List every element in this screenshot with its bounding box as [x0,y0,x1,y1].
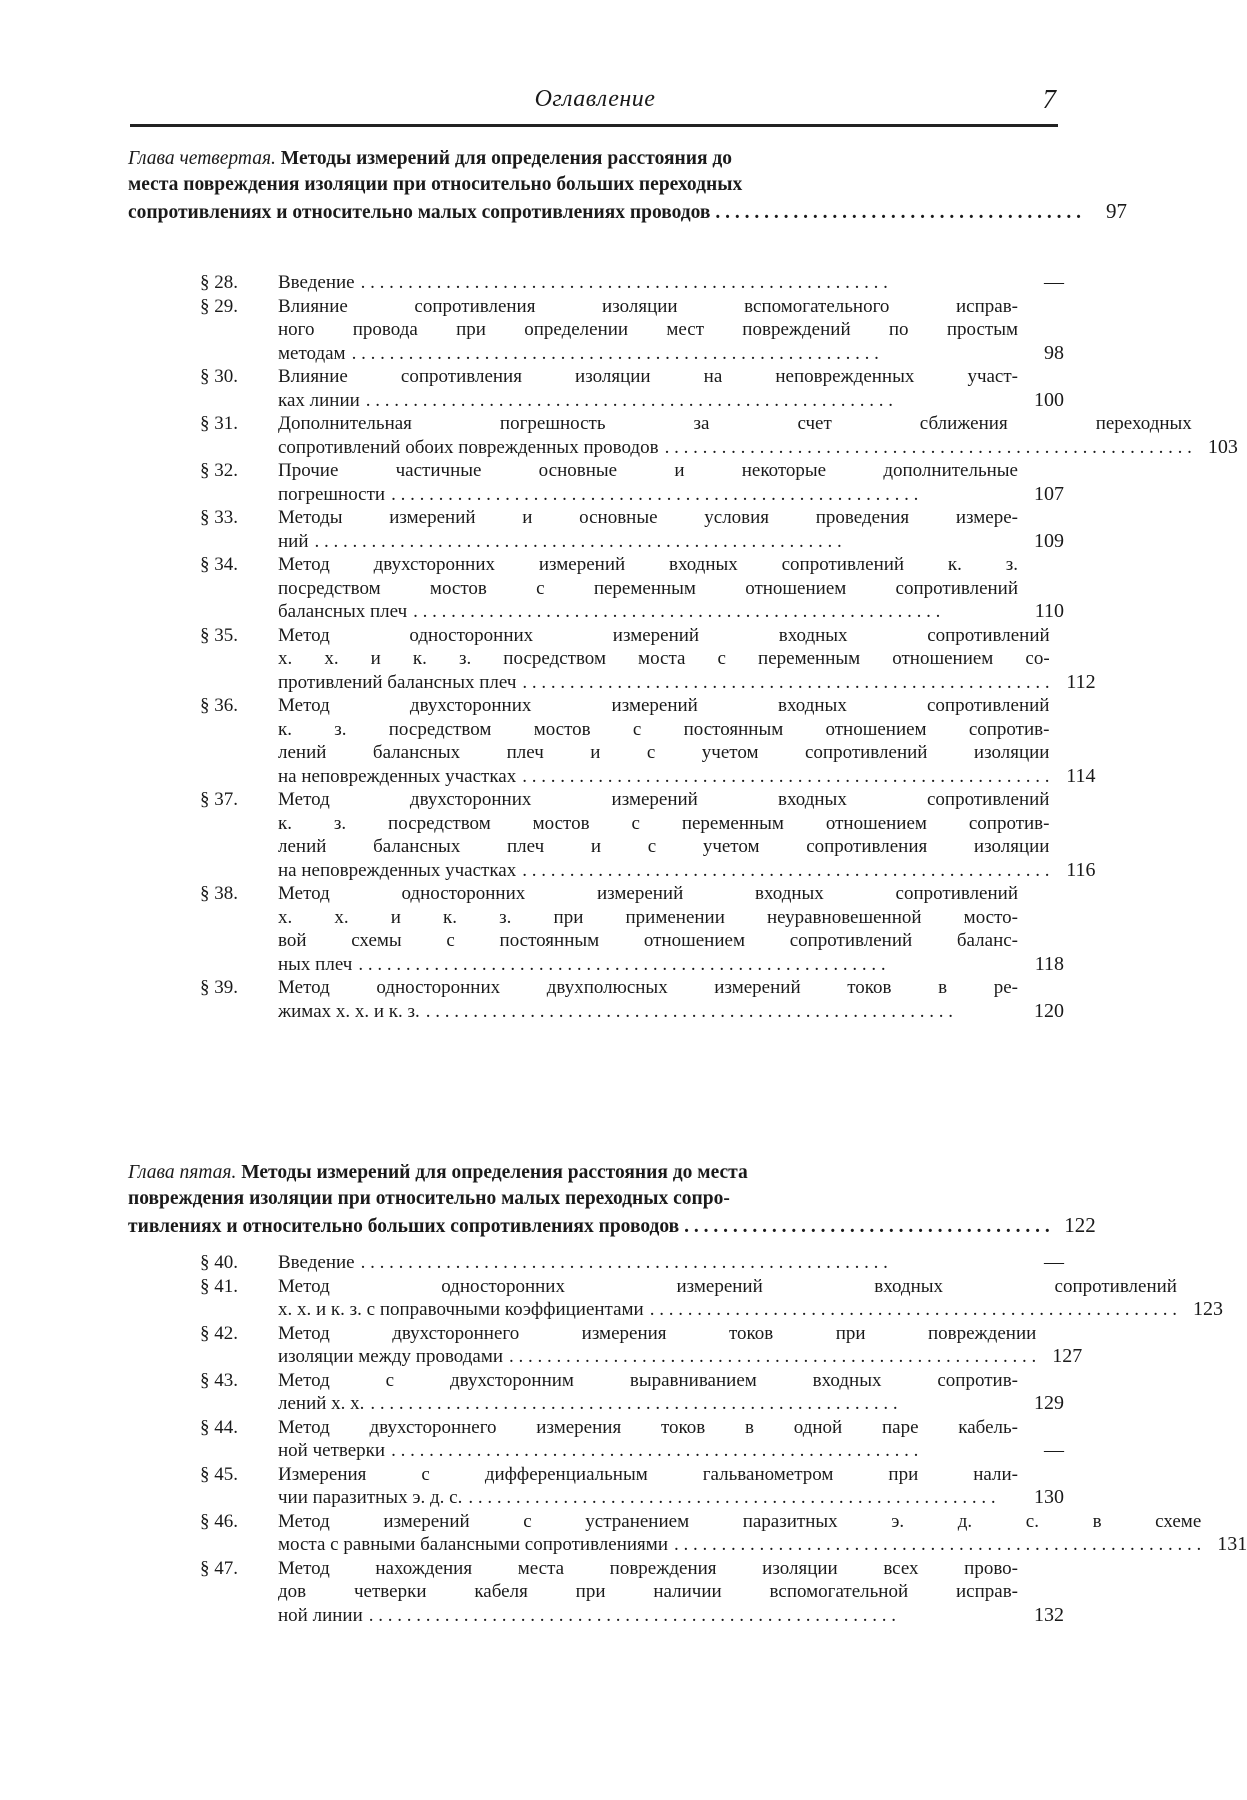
toc-entry [200,271,1064,295]
section-title-line: моста с равными балансными сопротивлениями [278,1533,668,1557]
section-title [278,365,1018,412]
section-number: § 41. [200,1275,278,1322]
toc-entry [200,1251,1064,1275]
page-number: 7 [1043,84,1057,115]
chapter-5-heading [128,1160,1064,1240]
section-title [278,1557,1018,1628]
section-number: § 40. [200,1251,278,1275]
section-number: § 37. [200,788,278,882]
section-title [278,506,1018,553]
section-title-line: Метод двухсторонних измерений входных сопротивлений [278,788,1049,812]
section-number: § 31. [200,412,278,459]
section-number: § 28. [200,271,278,295]
chapter-title-line: Методы измерений для определения расстояния до места [241,1162,748,1183]
section-title-line: вой схемы с постоянным отношением сопротивлений баланс- [278,929,1018,953]
toc-entry [200,506,1064,553]
section-number: § 39. [200,976,278,1023]
section-page-ref: 116 [1049,859,1095,883]
toc-entry [200,976,1064,1023]
dot-leader [385,1439,1018,1463]
section-title-line: Влияние сопротивления изоляции на неповрежденных участ- [278,365,1018,389]
section-number: § 35. [200,624,278,695]
section-title-line: Прочие частичные основные и некоторые дополнительные [278,459,1018,483]
section-page-ref: 98 [1018,342,1064,366]
section-title-line: ной линии [278,1604,363,1628]
section-title-line: Метод односторонних измерений входных сопротивлений [278,882,1018,906]
toc-entry [200,295,1064,366]
section-number: § 38. [200,882,278,976]
section-page-ref: — [1018,1439,1064,1463]
section-page-ref: 109 [1018,530,1064,554]
section-title-line: Введение [278,1251,355,1275]
section-title [278,295,1018,366]
section-title-line: ний [278,530,309,554]
chapter-4-section-list [200,271,1064,1023]
dot-leader [360,389,1018,413]
section-title [278,1369,1018,1416]
section-title [278,624,1050,695]
section-page-ref: 123 [1177,1298,1223,1322]
section-title-line: Введение [278,271,355,295]
section-page-ref: 103 [1192,436,1238,460]
section-page-ref: — [1018,1251,1064,1275]
section-title-line: на неповрежденных участках [278,765,516,789]
header-rule [130,124,1058,127]
toc-entry [200,1369,1064,1416]
section-title [278,694,1049,788]
dot-leader [355,1251,1018,1275]
section-title-line: Метод измерений с устранением паразитных э. д. с. в схеме [278,1510,1201,1534]
section-title [278,1251,1018,1275]
section-page-ref: 129 [1018,1392,1064,1416]
section-title [278,1322,1036,1369]
toc-entry [200,459,1064,506]
section-title [278,976,1018,1023]
section-title-line: лений балансных плеч и с учетом сопротивлений изоляции [278,741,1049,765]
toc-entry [200,1510,1064,1557]
section-title [278,1416,1018,1463]
chapter-page-ref: 97 [1081,198,1127,224]
dot-leader [346,342,1018,366]
section-title-line: сопротивлений обоих поврежденных проводов [278,436,659,460]
toc-entry [200,1557,1064,1628]
section-title [278,1463,1018,1510]
section-page-ref: 110 [1018,600,1064,624]
section-title-line: Дополнительная погрешность за счет сближения переходных [278,412,1192,436]
section-number: § 43. [200,1369,278,1416]
section-number: § 42. [200,1322,278,1369]
section-title-line: на неповрежденных участках [278,859,516,883]
section-title-line: ках линии [278,389,360,413]
chapter-label: Глава четвертая. [128,148,276,169]
dot-leader [363,1604,1018,1628]
toc-entry [200,788,1064,882]
toc-entry [200,1416,1064,1463]
chapter-page-ref: 122 [1050,1212,1096,1238]
section-title-line: Методы измерений и основные условия проведения измере- [278,506,1018,530]
section-title [278,459,1018,506]
section-title-line: погрешности [278,483,385,507]
dot-leader [644,1298,1177,1322]
section-title [278,788,1049,882]
section-page-ref: 118 [1018,953,1064,977]
section-number: § 29. [200,295,278,366]
section-title [278,1510,1201,1557]
section-title-line: Метод с двухсторонним выравниванием входных сопротив- [278,1369,1018,1393]
section-title-line: Метод нахождения места повреждения изоляции всех прово- [278,1557,1018,1581]
dot-leader [364,1392,1018,1416]
toc-entry [200,1275,1064,1322]
dot-leader [420,1000,1018,1024]
section-title-line: методам [278,342,346,366]
section-title [278,882,1018,976]
section-number: § 46. [200,1510,278,1557]
section-page-ref: 127 [1036,1345,1082,1369]
toc-entry [200,882,1064,976]
section-page-ref: 107 [1018,483,1064,507]
toc-entry [200,624,1064,695]
chapter-title-line: Методы измерений для определения расстояния до [281,148,732,169]
section-title-line: к. з. посредством мостов с постоянным отношением сопротив- [278,718,1049,742]
section-title-line: х. х. и к. з. посредством моста с переменным отношением со- [278,647,1050,671]
section-number: § 30. [200,365,278,412]
section-page-ref: 131 [1201,1533,1247,1557]
section-number: § 47. [200,1557,278,1628]
section-title-line: Влияние сопротивления изоляции вспомогательного исправ- [278,295,1018,319]
section-title-line: ного провода при определении мест повреждений по простым [278,318,1018,342]
section-title-line: к. з. посредством мостов с переменным отношением сопротив- [278,812,1049,836]
section-title-line: Метод односторонних двухполюсных измерений токов в ре- [278,976,1018,1000]
section-title-line: противлений балансных плеч [278,671,516,695]
dot-leader [385,483,1018,507]
section-title-line: посредством мостов с переменным отношением сопротивлений [278,577,1018,601]
dot-leader [352,953,1018,977]
section-page-ref: 114 [1049,765,1095,789]
toc-entry [200,553,1064,624]
section-title [278,271,1018,295]
section-title-line: Метод двухстороннего измерения токов при повреждении [278,1322,1036,1346]
running-title: Оглавление [130,86,1060,113]
dot-leader [516,765,1049,789]
chapter-title-line: тивлениях и относительно больших сопротивлениях проводов [128,1216,679,1237]
section-title-line: х. х. и к. з. при применении неуравновешенной мосто- [278,906,1018,930]
toc-entry [200,1463,1064,1510]
section-title-line: изоляции между проводами [278,1345,503,1369]
toc-entry [200,412,1064,459]
section-title-line: лений х. х. [278,1392,364,1416]
section-title-line: жимах х. х. и к. з. [278,1000,420,1024]
dot-leader [516,671,1049,695]
section-title-line: Измерения с дифференциальным гальванометром при нали- [278,1463,1018,1487]
section-title-line: дов четверки кабеля при наличии вспомогательной исправ- [278,1580,1018,1604]
section-title-line: Метод двухсторонних измерений входных сопротивлений к. з. [278,553,1018,577]
section-title-line: чии паразитных э. д. с. [278,1486,462,1510]
section-number: § 36. [200,694,278,788]
chapter-title-line: сопротивлениях и относительно малых сопротивлениях проводов [128,202,710,223]
section-title-line: х. х. и к. з. с поправочными коэффициентами [278,1298,644,1322]
section-page-ref: 132 [1018,1604,1064,1628]
dot-leader [659,436,1192,460]
chapter-title-line: повреждения изоляции при относительно малых переходных сопро- [128,1186,1064,1212]
section-number: § 44. [200,1416,278,1463]
toc-entry [200,365,1064,412]
dot-leader [309,530,1018,554]
section-page-ref: 130 [1018,1486,1064,1510]
chapter-label: Глава пятая. [128,1162,236,1183]
section-number: § 33. [200,506,278,553]
chapter-4-heading [128,146,1064,226]
dot-leader [668,1533,1201,1557]
section-title [278,553,1018,624]
section-number: § 45. [200,1463,278,1510]
chapter-title-line: места повреждения изоляции при относительно больших переходных [128,172,1064,198]
section-page-ref: — [1018,271,1064,295]
toc-entry [200,1322,1064,1369]
section-page-ref: 100 [1018,389,1064,413]
toc-entry [200,694,1064,788]
dot-leader [516,859,1049,883]
section-title-line: Метод двухстороннего измерения токов в одной паре кабель- [278,1416,1018,1440]
chapter-5-section-list [200,1251,1064,1627]
section-title [278,412,1192,459]
section-title-line: Метод односторонних измерений входных сопротивлений [278,1275,1177,1299]
section-number: § 32. [200,459,278,506]
dot-leader [503,1345,1036,1369]
section-title-line: балансных плеч [278,600,407,624]
dot-leader [407,600,1018,624]
section-number: § 34. [200,553,278,624]
section-page-ref: 112 [1050,671,1096,695]
dot-leader [355,271,1018,295]
running-head [130,86,1060,116]
section-title-line: ной четверки [278,1439,385,1463]
section-title-line: ных плеч [278,953,352,977]
section-title [278,1275,1177,1322]
dot-leader [462,1486,1018,1510]
section-title-line: Метод односторонних измерений входных сопротивлений [278,624,1050,648]
section-page-ref: 120 [1018,1000,1064,1024]
document-page [0,0,1200,1800]
section-title-line: лений балансных плеч и с учетом сопротивления изоляции [278,835,1049,859]
section-title-line: Метод двухсторонних измерений входных сопротивлений [278,694,1049,718]
